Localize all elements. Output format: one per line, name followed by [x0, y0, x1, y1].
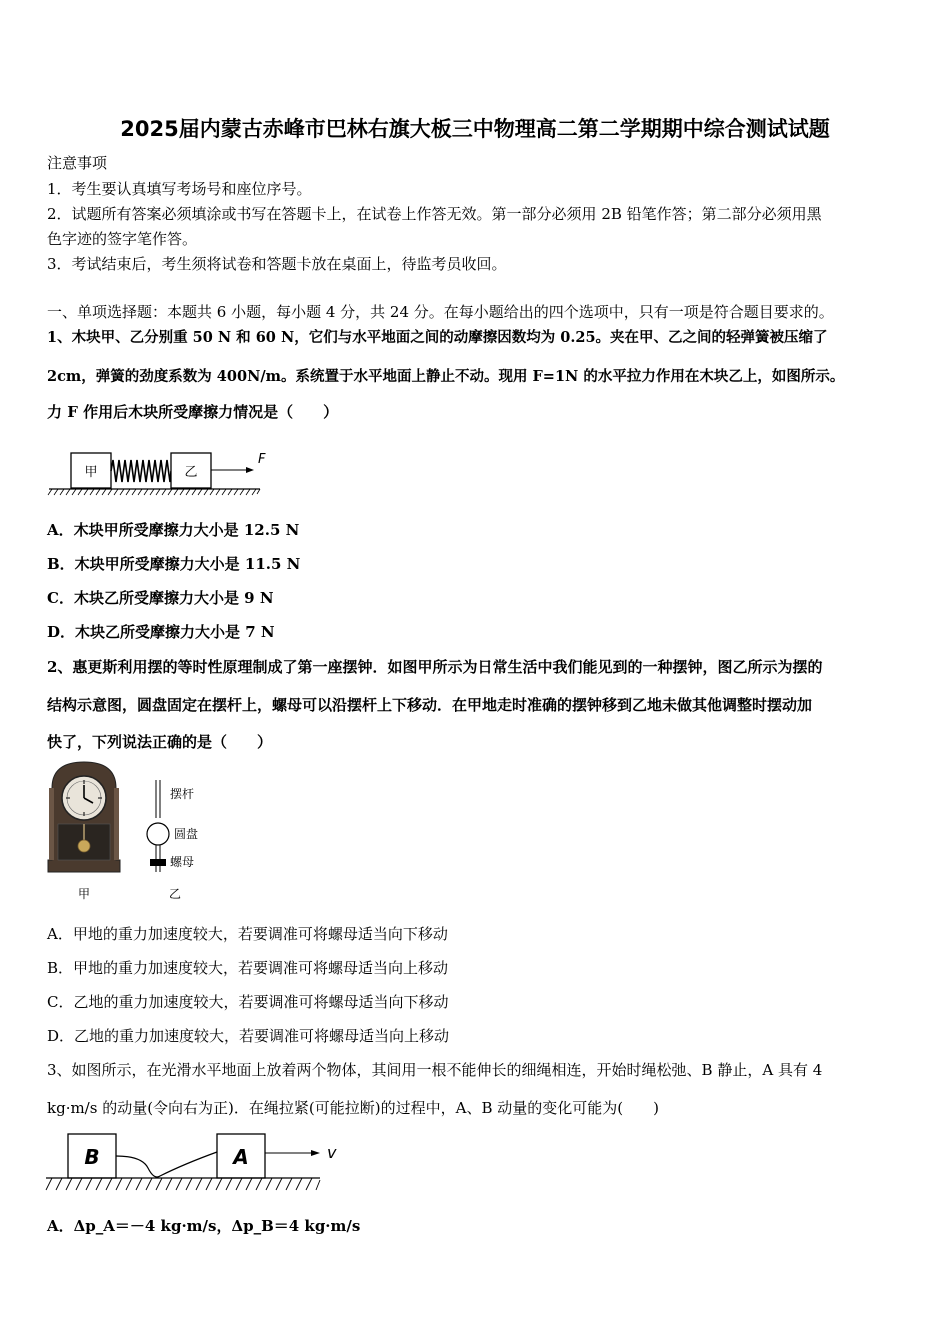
q1-option-b: B．木块甲所受摩擦力大小是 11.5 N — [47, 555, 301, 573]
q3-line: kg·m/s 的动量(令向右为正)．在绳拉紧(可能拉断)的过程中，A、B 动量的变化可能为( ) — [47, 1099, 659, 1117]
q1-line: 力 F 作用后木块所受摩擦力情况是（ ） — [47, 403, 339, 421]
page-title: 2025届内蒙古赤峰市巴林右旗大板三中物理高二第二学期期中综合测试试题 — [120, 117, 830, 141]
velocity-label: v — [327, 1143, 337, 1162]
notice-item: 1．考生要认真填写考场号和座位序号。 — [47, 180, 312, 198]
pendulum-clock-image — [48, 762, 120, 872]
q3-line: 3、如图所示，在光滑水平地面上放着两个物体，其间用一根不能伸长的细绳相连，开始时绳松弛、B 静止，A 具有 4 — [47, 1061, 823, 1079]
spring — [111, 460, 171, 482]
label-rod: 摆杆 — [170, 787, 195, 801]
block-yi-label: 乙 — [184, 465, 198, 480]
q1-option-d: D．木块乙所受摩擦力大小是 7 N — [47, 623, 275, 641]
q2-option-d: D．乙地的重力加速度较大，若要调准可将螺母适当向上移动 — [47, 1027, 450, 1045]
rope — [116, 1152, 217, 1177]
ground-hatch — [46, 1178, 320, 1190]
q2-line: 2、惠更斯利用摆的等时性原理制成了第一座摆钟．如图甲所示为日常生活中我们能见到的一种摆钟，图乙所示为摆的 — [47, 658, 823, 676]
ground-hatch — [48, 489, 260, 495]
q3-figure — [44, 1128, 344, 1196]
block-a-label: A — [233, 1145, 249, 1169]
q2-option-b: B．甲地的重力加速度较大，若要调准可将螺母适当向上移动 — [47, 959, 449, 977]
q2-option-c: C．乙地的重力加速度较大，若要调准可将螺母适当向下移动 — [47, 993, 449, 1011]
q2-figure — [44, 760, 214, 906]
q3-option-a: A．Δp_A＝－4 kg·m/s，Δp_B＝4 kg·m/s — [47, 1217, 361, 1235]
pendulum-nut — [150, 859, 166, 866]
label-disc: 圆盘 — [174, 827, 199, 841]
q1-line: 2cm，弹簧的劲度系数为 400N/m。系统置于水平地面上静止不动。现用 F=1N 的水平拉力作用在木块乙上，如图所示。 — [47, 368, 845, 385]
velocity-arrowhead — [311, 1150, 320, 1156]
notice-item: 3．考试结束后，考生须将试卷和答题卡放在桌面上，待监考员收回。 — [47, 255, 507, 273]
notice-item: 色字迹的签字笔作答。 — [47, 230, 198, 248]
block-jia-label: 甲 — [84, 465, 98, 480]
q1-figure — [46, 446, 276, 498]
section-heading: 一、单项选择题：本题共 6 小题，每小题 4 分，共 24 分。在每小题给出的四个选项中，只有一项是符合题目要求的。 — [47, 303, 834, 321]
pendulum-diagram — [147, 780, 169, 872]
force-label: F — [258, 452, 266, 467]
notice-item: 2．试题所有答案必须填涂或书写在答题卡上，在试卷上作答无效。第一部分必须用 2B 铅笔作答；第二部分必须用黑 — [47, 205, 822, 223]
q1-option-a: A．木块甲所受摩擦力大小是 12.5 N — [47, 521, 300, 539]
label-nut: 螺母 — [170, 855, 195, 869]
q2-line: 结构示意图，圆盘固定在摆杆上，螺母可以沿摆杆上下移动．在甲地走时准确的摆钟移到乙地未做其他调整时摆动加 — [47, 696, 813, 714]
q2-line: 快了，下列说法正确的是（ ） — [47, 733, 273, 751]
notice-heading: 注意事项 — [47, 154, 108, 172]
q1-line: 1、木块甲、乙分别重 50 N 和 60 N，它们与水平地面之间的动摩擦因数均为 0.25。夹在甲、乙之间的轻弹簧被压缩了 — [47, 329, 828, 346]
caption-yi: 乙 — [168, 887, 182, 901]
force-arrowhead — [246, 467, 254, 473]
block-b-label: B — [84, 1145, 100, 1169]
q1-option-c: C．木块乙所受摩擦力大小是 9 N — [47, 589, 274, 607]
pendulum-disc — [147, 823, 169, 845]
caption-jia: 甲 — [77, 887, 91, 901]
q2-option-a: A．甲地的重力加速度较大，若要调准可将螺母适当向下移动 — [47, 925, 448, 943]
